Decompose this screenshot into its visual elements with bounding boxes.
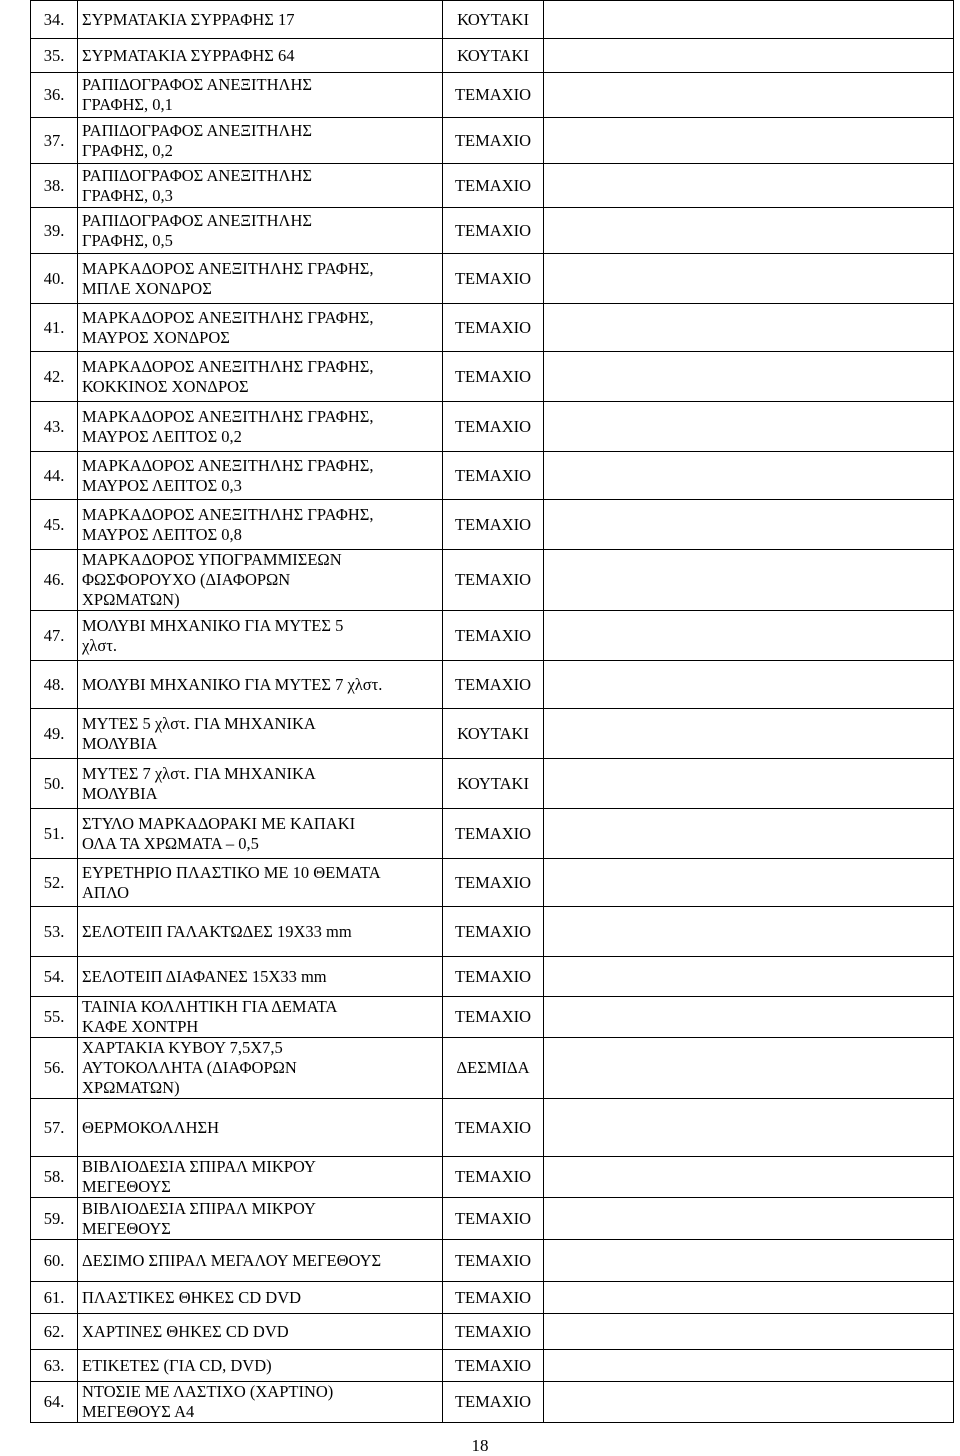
item-unit: ΤΕΜΑΧΙΟ (443, 907, 544, 957)
item-description (78, 402, 443, 452)
item-unit: ΤΕΜΑΧΙΟ (443, 208, 544, 254)
item-number: 59. (31, 1198, 78, 1240)
table-row (31, 500, 954, 550)
item-number: 48. (31, 661, 78, 709)
item-description-line: ΒΙΒΛΙΟΔΕΣΙΑ ΣΠΙΡΑΛ ΜΙΚΡΟΥ (82, 1157, 316, 1176)
table-row (31, 907, 954, 957)
item-number: 62. (31, 1314, 78, 1350)
item-number: 51. (31, 809, 78, 859)
item-description (78, 1099, 443, 1157)
item-number: 55. (31, 997, 78, 1038)
item-description (78, 1350, 443, 1382)
item-description-line: ΣΥΡΜΑΤΑΚΙΑ ΣΥΡΡΑΦΗΣ 17 (82, 9, 295, 29)
item-description-line: ΚΑΦΕ ΧΟΝΤΡΗ (82, 1017, 199, 1036)
item-description (78, 452, 443, 500)
item-unit: ΤΕΜΑΧΙΟ (443, 550, 544, 611)
item-number: 38. (31, 164, 78, 208)
empty-cell (544, 1314, 954, 1350)
table-row (31, 1282, 954, 1314)
item-unit: ΤΕΜΑΧΙΟ (443, 500, 544, 550)
table-row (31, 1038, 954, 1099)
empty-cell (544, 1382, 954, 1423)
empty-cell (544, 304, 954, 352)
empty-cell (544, 957, 954, 997)
item-description (78, 997, 443, 1038)
item-description-line: ΑΠΛΟ (82, 882, 130, 902)
table-row (31, 709, 954, 759)
item-unit: ΤΕΜΑΧΙΟ (443, 164, 544, 208)
item-unit: ΤΕΜΑΧΙΟ (443, 73, 544, 118)
item-description-line: ΓΡΑΦΗΣ, 0,3 (82, 185, 173, 205)
table-row (31, 1350, 954, 1382)
item-description-line: ΜΕΓΕΘΟΥΣ Α4 (82, 1402, 195, 1421)
item-unit: ΤΕΜΑΧΙΟ (443, 1314, 544, 1350)
empty-cell (544, 611, 954, 661)
item-unit: ΤΕΜΑΧΙΟ (443, 1382, 544, 1423)
item-description-line: ΜΑΥΡΟΣ ΛΕΠΤΟΣ 0,3 (82, 475, 242, 495)
table-row (31, 957, 954, 997)
item-description-line: ΧΑΡΤΑΚΙΑ ΚΥΒΟΥ 7,5Χ7,5 (82, 1038, 283, 1057)
item-description-line: ΠΛΑΣΤΙΚΕΣ ΘΗΚΕΣ CD DVD (82, 1287, 302, 1307)
empty-cell (544, 1, 954, 39)
table-row (31, 550, 954, 611)
empty-cell (544, 402, 954, 452)
item-description (78, 1, 443, 39)
item-description-line: ΓΡΑΦΗΣ, 0,5 (82, 230, 173, 250)
empty-cell (544, 809, 954, 859)
empty-cell (544, 164, 954, 208)
item-unit: ΤΕΜΑΧΙΟ (443, 352, 544, 402)
item-description-line: ΜΟΛΥΒΙΑ (82, 733, 158, 753)
item-number: 61. (31, 1282, 78, 1314)
item-description (78, 39, 443, 73)
item-description (78, 118, 443, 164)
item-number: 57. (31, 1099, 78, 1157)
table-row (31, 859, 954, 907)
item-unit: ΤΕΜΑΧΙΟ (443, 402, 544, 452)
item-description-line: ΜΥΤΕΣ 5 χλστ. ΓΙΑ ΜΗΧΑΝΙΚΑ (82, 713, 316, 733)
empty-cell (544, 352, 954, 402)
item-unit: ΤΕΜΑΧΙΟ (443, 611, 544, 661)
item-description-line: ΜΑΡΚΑΔΟΡΟΣ ΑΝΕΞΙΤΗΛΗΣ ΓΡΑΦΗΣ, (82, 307, 374, 327)
item-unit: ΚΟΥΤΑΚΙ (443, 709, 544, 759)
item-description-line: ΜΥΤΕΣ 7 χλστ. ΓΙΑ ΜΗΧΑΝΙΚΑ (82, 763, 316, 783)
table-row (31, 1157, 954, 1198)
item-description-line: ΣΥΡΜΑΤΑΚΙΑ ΣΥΡΡΑΦΗΣ 64 (82, 45, 295, 65)
table-row (31, 661, 954, 709)
item-number: 39. (31, 208, 78, 254)
item-description-line: ΓΡΑΦΗΣ, 0,1 (82, 95, 173, 114)
item-description (78, 1038, 443, 1099)
item-description (78, 1157, 443, 1198)
item-description (78, 1240, 443, 1282)
empty-cell (544, 118, 954, 164)
item-description-line: ΚΟΚΚΙΝΟΣ ΧΟΝΔΡΟΣ (82, 376, 249, 396)
item-description-line: ΕΤΙΚΕΤΕΣ (ΓΙΑ CD, DVD) (82, 1355, 272, 1375)
table-row (31, 759, 954, 809)
item-description-line: ΓΡΑΦΗΣ, 0,2 (82, 140, 173, 160)
item-description-line: ΟΛΑ ΤΑ ΧΡΩΜΑΤΑ – 0,5 (82, 833, 259, 853)
table-row (31, 1099, 954, 1157)
table-row (31, 118, 954, 164)
table-row (31, 1314, 954, 1350)
items-table-body (31, 1, 954, 1423)
empty-cell (544, 661, 954, 709)
item-number: 53. (31, 907, 78, 957)
page-number: 18 (471, 1436, 489, 1455)
item-description (78, 500, 443, 550)
item-unit: ΤΕΜΑΧΙΟ (443, 957, 544, 997)
item-number: 52. (31, 859, 78, 907)
table-row (31, 402, 954, 452)
item-description-line: ΜΑΥΡΟΣ ΧΟΝΔΡΟΣ (82, 327, 230, 347)
table-row (31, 1, 954, 39)
table-row (31, 164, 954, 208)
item-description-line: ΣΕΛΟΤΕΙΠ ΓΑΛΑΚΤΩΔΕΣ 19Χ33 mm (82, 921, 352, 941)
item-number: 54. (31, 957, 78, 997)
item-description-line: ΜΠΛΕ ΧΟΝΔΡΟΣ (82, 278, 212, 298)
item-number: 60. (31, 1240, 78, 1282)
item-description (78, 352, 443, 402)
table-row (31, 1198, 954, 1240)
item-number: 41. (31, 304, 78, 352)
item-number: 64. (31, 1382, 78, 1423)
item-unit: ΤΕΜΑΧΙΟ (443, 1157, 544, 1198)
item-number: 63. (31, 1350, 78, 1382)
item-number: 49. (31, 709, 78, 759)
item-description-line: ΕΥΡΕΤΗΡΙΟ ΠΛΑΣΤΙΚΟ ΜΕ 10 ΘΕΜΑΤΑ (82, 862, 381, 882)
item-description-line: ΣΕΛΟΤΕΙΠ ΔΙΑΦΑΝΕΣ 15Χ33 mm (82, 966, 327, 986)
item-description-line: ΜΟΛΥΒΙΑ (82, 783, 158, 803)
table-row (31, 809, 954, 859)
item-unit: ΤΕΜΑΧΙΟ (443, 1240, 544, 1282)
item-number: 56. (31, 1038, 78, 1099)
table-row (31, 611, 954, 661)
item-description (78, 759, 443, 809)
item-description (78, 661, 443, 709)
item-description-line: ΑΥΤΟΚΟΛΛΗΤΑ (ΔΙΑΦΟΡΩΝ (82, 1058, 297, 1077)
table-row (31, 254, 954, 304)
empty-cell (544, 1038, 954, 1099)
item-description (78, 1382, 443, 1423)
item-description (78, 550, 443, 611)
item-number: 45. (31, 500, 78, 550)
empty-cell (544, 1282, 954, 1314)
empty-cell (544, 709, 954, 759)
item-description-line: ΜΑΡΚΑΔΟΡΟΣ ΑΝΕΞΙΤΗΛΗΣ ΓΡΑΦΗΣ, (82, 258, 374, 278)
item-description-line: ΧΡΩΜΑΤΩΝ) (82, 1078, 180, 1097)
empty-cell (544, 1240, 954, 1282)
item-description-line: ΜΑΥΡΟΣ ΛΕΠΤΟΣ 0,2 (82, 426, 242, 446)
item-number: 36. (31, 73, 78, 118)
empty-cell (544, 39, 954, 73)
item-description (78, 304, 443, 352)
empty-cell (544, 1198, 954, 1240)
item-unit: ΤΕΜΑΧΙΟ (443, 1282, 544, 1314)
item-unit: ΚΟΥΤΑΚΙ (443, 39, 544, 73)
item-description (78, 907, 443, 957)
item-unit: ΤΕΜΑΧΙΟ (443, 1099, 544, 1157)
item-unit: ΔΕΣΜΙΔΑ (443, 1038, 544, 1099)
item-description-line: ΜΟΛΥΒΙ ΜΗΧΑΝΙΚΟ ΓΙΑ ΜΥΤΕΣ 7 χλστ. (82, 674, 383, 694)
item-number: 58. (31, 1157, 78, 1198)
table-row (31, 1240, 954, 1282)
item-unit: ΤΕΜΑΧΙΟ (443, 997, 544, 1038)
empty-cell (544, 1157, 954, 1198)
empty-cell (544, 907, 954, 957)
table-row (31, 73, 954, 118)
table-row (31, 352, 954, 402)
item-description-line: χλστ. (82, 635, 117, 655)
table-row (31, 1382, 954, 1423)
item-description-line: ΘΕΡΜΟΚΟΛΛΗΣΗ (82, 1117, 220, 1137)
item-description (78, 1314, 443, 1350)
item-unit: ΤΕΜΑΧΙΟ (443, 1350, 544, 1382)
item-description-line: ΝΤΟΣΙΕ ΜΕ ΛΑΣΤΙΧΟ (ΧΑΡΤΙΝΟ) (82, 1382, 334, 1401)
empty-cell (544, 452, 954, 500)
item-number: 50. (31, 759, 78, 809)
item-number: 40. (31, 254, 78, 304)
table-row (31, 304, 954, 352)
item-description (78, 709, 443, 759)
table-row (31, 208, 954, 254)
item-description-line: ΡΑΠΙΔΟΓΡΑΦΟΣ ΑΝΕΞΙΤΗΛΗΣ (82, 165, 312, 185)
item-description-line: ΒΙΒΛΙΟΔΕΣΙΑ ΣΠΙΡΑΛ ΜΙΚΡΟΥ (82, 1198, 316, 1218)
item-description (78, 859, 443, 907)
empty-cell (544, 1350, 954, 1382)
item-description (78, 1198, 443, 1240)
table-row (31, 39, 954, 73)
item-description-line: ΧΡΩΜΑΤΩΝ) (82, 590, 180, 609)
empty-cell (544, 997, 954, 1038)
item-description-line: ΡΑΠΙΔΟΓΡΑΦΟΣ ΑΝΕΞΙΤΗΛΗΣ (82, 75, 312, 94)
item-description-line: ΣΤΥΛΟ ΜΑΡΚΑΔΟΡΑΚΙ ΜΕ ΚΑΠΑΚΙ (82, 813, 356, 833)
item-description-line: ΜΕΓΕΘΟΥΣ (82, 1177, 171, 1196)
item-description-line: ΜΑΡΚΑΔΟΡΟΣ ΑΝΕΞΙΤΗΛΗΣ ΓΡΑΦΗΣ, (82, 356, 374, 376)
item-description-line: ΡΑΠΙΔΟΓΡΑΦΟΣ ΑΝΕΞΙΤΗΛΗΣ (82, 210, 312, 230)
item-number: 47. (31, 611, 78, 661)
item-description-line: ΡΑΠΙΔΟΓΡΑΦΟΣ ΑΝΕΞΙΤΗΛΗΣ (82, 120, 312, 140)
item-unit: ΤΕΜΑΧΙΟ (443, 1198, 544, 1240)
item-description-line: ΦΩΣΦΟΡΟΥΧΟ (ΔΙΑΦΟΡΩΝ (82, 570, 291, 589)
item-unit: ΤΕΜΑΧΙΟ (443, 118, 544, 164)
empty-cell (544, 550, 954, 611)
table-row (31, 997, 954, 1038)
empty-cell (544, 208, 954, 254)
item-number: 44. (31, 452, 78, 500)
item-number: 37. (31, 118, 78, 164)
item-unit: ΤΕΜΑΧΙΟ (443, 661, 544, 709)
item-unit: ΤΕΜΑΧΙΟ (443, 809, 544, 859)
item-description (78, 73, 443, 118)
item-description (78, 957, 443, 997)
item-description (78, 809, 443, 859)
item-description-line: ΜΑΡΚΑΔΟΡΟΣ ΑΝΕΞΙΤΗΛΗΣ ΓΡΑΦΗΣ, (82, 406, 374, 426)
item-number: 43. (31, 402, 78, 452)
item-unit: ΤΕΜΑΧΙΟ (443, 254, 544, 304)
empty-cell (544, 859, 954, 907)
item-description-line: ΜΑΡΚΑΔΟΡΟΣ ΥΠΟΓΡΑΜΜΙΣΕΩΝ (82, 550, 342, 569)
empty-cell (544, 759, 954, 809)
item-unit: ΤΕΜΑΧΙΟ (443, 452, 544, 500)
items-sheet (30, 0, 954, 1423)
item-description (78, 1282, 443, 1314)
empty-cell (544, 1099, 954, 1157)
item-description-line: ΜΟΛΥΒΙ ΜΗΧΑΝΙΚΟ ΓΙΑ ΜΥΤΕΣ 5 (82, 615, 344, 635)
item-description (78, 611, 443, 661)
empty-cell (544, 254, 954, 304)
item-unit: ΚΟΥΤΑΚΙ (443, 1, 544, 39)
item-description-line: ΜΕΓΕΘΟΥΣ (82, 1218, 171, 1238)
item-description-line: ΧΑΡΤΙΝΕΣ ΘΗΚΕΣ CD DVD (82, 1321, 289, 1341)
item-description (78, 208, 443, 254)
item-description (78, 164, 443, 208)
item-number: 46. (31, 550, 78, 611)
item-description-line: ΜΑΡΚΑΔΟΡΟΣ ΑΝΕΞΙΤΗΛΗΣ ΓΡΑΦΗΣ, (82, 504, 374, 524)
empty-cell (544, 73, 954, 118)
item-number: 34. (31, 1, 78, 39)
item-unit: ΚΟΥΤΑΚΙ (443, 759, 544, 809)
table-row (31, 452, 954, 500)
item-description (78, 254, 443, 304)
item-description-line: ΔΕΣΙΜΟ ΣΠΙΡΑΛ ΜΕΓΑΛΟΥ ΜΕΓΕΘΟΥΣ (82, 1250, 382, 1270)
item-description-line: ΜΑΥΡΟΣ ΛΕΠΤΟΣ 0,8 (82, 524, 242, 544)
item-description-line: ΜΑΡΚΑΔΟΡΟΣ ΑΝΕΞΙΤΗΛΗΣ ΓΡΑΦΗΣ, (82, 455, 374, 475)
item-number: 42. (31, 352, 78, 402)
item-number: 35. (31, 39, 78, 73)
empty-cell (544, 500, 954, 550)
item-description-line: ΤΑΙΝΙΑ ΚΟΛΛΗΤΙΚΗ ΓΙΑ ΔΕΜΑΤΑ (82, 997, 338, 1016)
items-table (30, 0, 954, 1423)
item-unit: ΤΕΜΑΧΙΟ (443, 859, 544, 907)
item-unit: ΤΕΜΑΧΙΟ (443, 304, 544, 352)
